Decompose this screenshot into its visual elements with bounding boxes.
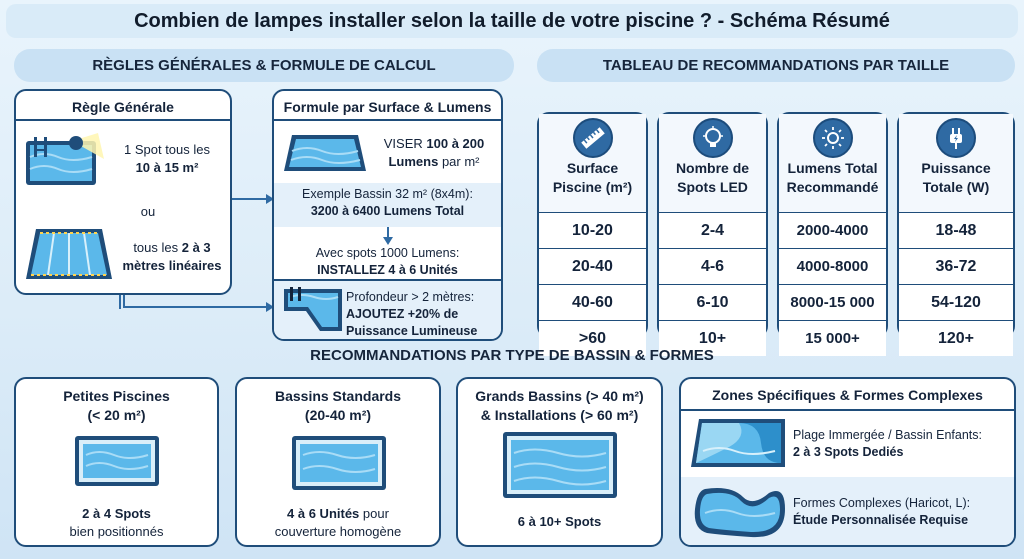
table-col-spots: [657, 112, 768, 347]
grands-rec: 6 à 10+ Spots: [517, 514, 602, 529]
regle-or: ou: [140, 204, 156, 219]
col-header-label: Nombre de Spots LED: [675, 160, 750, 195]
table-col-surface: [537, 112, 648, 347]
table-col-lumens: [777, 112, 888, 347]
standards-title: Bassins Standards (20-40 m²): [274, 388, 402, 423]
petites-title: Petites Piscines (< 20 m²): [63, 388, 170, 423]
regle-line1: 1 Spot tous les 10 à 15 m²: [124, 142, 210, 175]
pool-surface-icon: [282, 133, 368, 173]
col-header: [899, 114, 1013, 212]
page-title: Combien de lampes installer selon la taille de votre piscine ? - Schéma Résumé: [6, 4, 1018, 38]
regle-line2: tous les 2 à 3 mètres linéaires: [122, 240, 222, 273]
formule-aim: VISER 100 à 200 Lumens par m²: [383, 136, 485, 169]
formule-spots: Avec spots 1000 Lumens: INSTALLEZ 4 à 6 Unités: [315, 246, 460, 277]
table-cell: 2000-4000: [779, 212, 886, 248]
petites-rec: 2 à 4 Spots bien positionnés: [69, 506, 164, 539]
table-cell: 15 000+: [779, 320, 886, 356]
zones-title: Zones Spécifiques & Formes Complexes: [712, 387, 983, 403]
regle-generale-title: Règle Générale: [72, 99, 174, 115]
table-cell: 40-60: [539, 284, 646, 320]
ruler-icon: [573, 118, 613, 158]
formule-example: Exemple Bassin 32 m² (8x4m): 3200 à 6400 Lumens Total: [302, 187, 473, 218]
table-cell: 18-48: [899, 212, 1013, 248]
table-cell: 120+: [899, 320, 1013, 356]
card-zones-specifiques: [679, 377, 1016, 547]
lightbulb-icon: [693, 118, 733, 158]
table-cell: 54-120: [899, 284, 1013, 320]
regle-generale-card: [14, 89, 232, 295]
pool-small-icon: [74, 435, 160, 487]
pool-spotlight-icon: [24, 131, 106, 187]
section-types-header: RECOMMANDATIONS PAR TYPE DE BASSIN & FORMES: [310, 347, 714, 364]
sun-icon: [813, 118, 853, 158]
table-cell: 10-20: [539, 212, 646, 248]
table-cell: 4000-8000: [779, 248, 886, 284]
arrow-down-icon: [382, 227, 394, 245]
col-header-label: Lumens Total Recommandé: [786, 160, 879, 195]
table-cell: 4-6: [659, 248, 766, 284]
standards-rec: 4 à 6 Unités pour couverture homogène: [274, 506, 402, 539]
plug-icon: [936, 118, 976, 158]
col-header: [539, 114, 646, 212]
table-cell: 10+: [659, 320, 766, 356]
formule-card: [272, 89, 503, 341]
table-cell: 20-40: [539, 248, 646, 284]
table-cell: 6-10: [659, 284, 766, 320]
col-header-label: Surface Piscine (m²): [552, 160, 633, 195]
pool-kidney-icon: [691, 483, 787, 541]
card-bassins-standards: [235, 377, 441, 547]
col-header-label: Puissance Totale (W): [921, 160, 991, 195]
section-rules-header: RÈGLES GÉNÉRALES & FORMULE DE CALCUL: [14, 49, 514, 82]
col-header: [779, 114, 886, 212]
formule-title: Formule par Surface & Lumens: [283, 99, 492, 115]
grands-title: Grands Bassins (> 40 m²) & Installations (> 60 m²): [475, 388, 644, 423]
pool-beach-icon: [689, 417, 789, 469]
zones-formes: Formes Complexes (Haricot, L): Étude Personnalisée Requise: [793, 496, 971, 527]
table-col-power: [897, 112, 1015, 347]
card-grands-bassins: [456, 377, 663, 547]
flow-arrow-stem: [118, 295, 122, 309]
section-table-header: TABLEAU DE RECOMMANDATIONS PAR TAILLE: [537, 49, 1015, 82]
zones-plage: Plage Immergée / Bassin Enfants: 2 à 3 Spots Dediés: [793, 428, 982, 459]
table-cell: 2-4: [659, 212, 766, 248]
flow-arrows: [230, 185, 276, 325]
table-cell: >60: [539, 320, 646, 356]
pool-depth-icon: [282, 287, 344, 333]
table-cell: 8000-15 000: [779, 284, 886, 320]
col-header: [659, 114, 766, 212]
formule-depth: Profondeur > 2 mètres: AJOUTEZ +20% de Puissance Lumineuse: [346, 290, 478, 338]
pool-large-icon: [502, 431, 618, 499]
pool-lanes-icon: [24, 225, 114, 283]
card-petites-piscines: [14, 377, 219, 547]
table-cell: 36-72: [899, 248, 1013, 284]
pool-standard-icon: [291, 435, 387, 491]
